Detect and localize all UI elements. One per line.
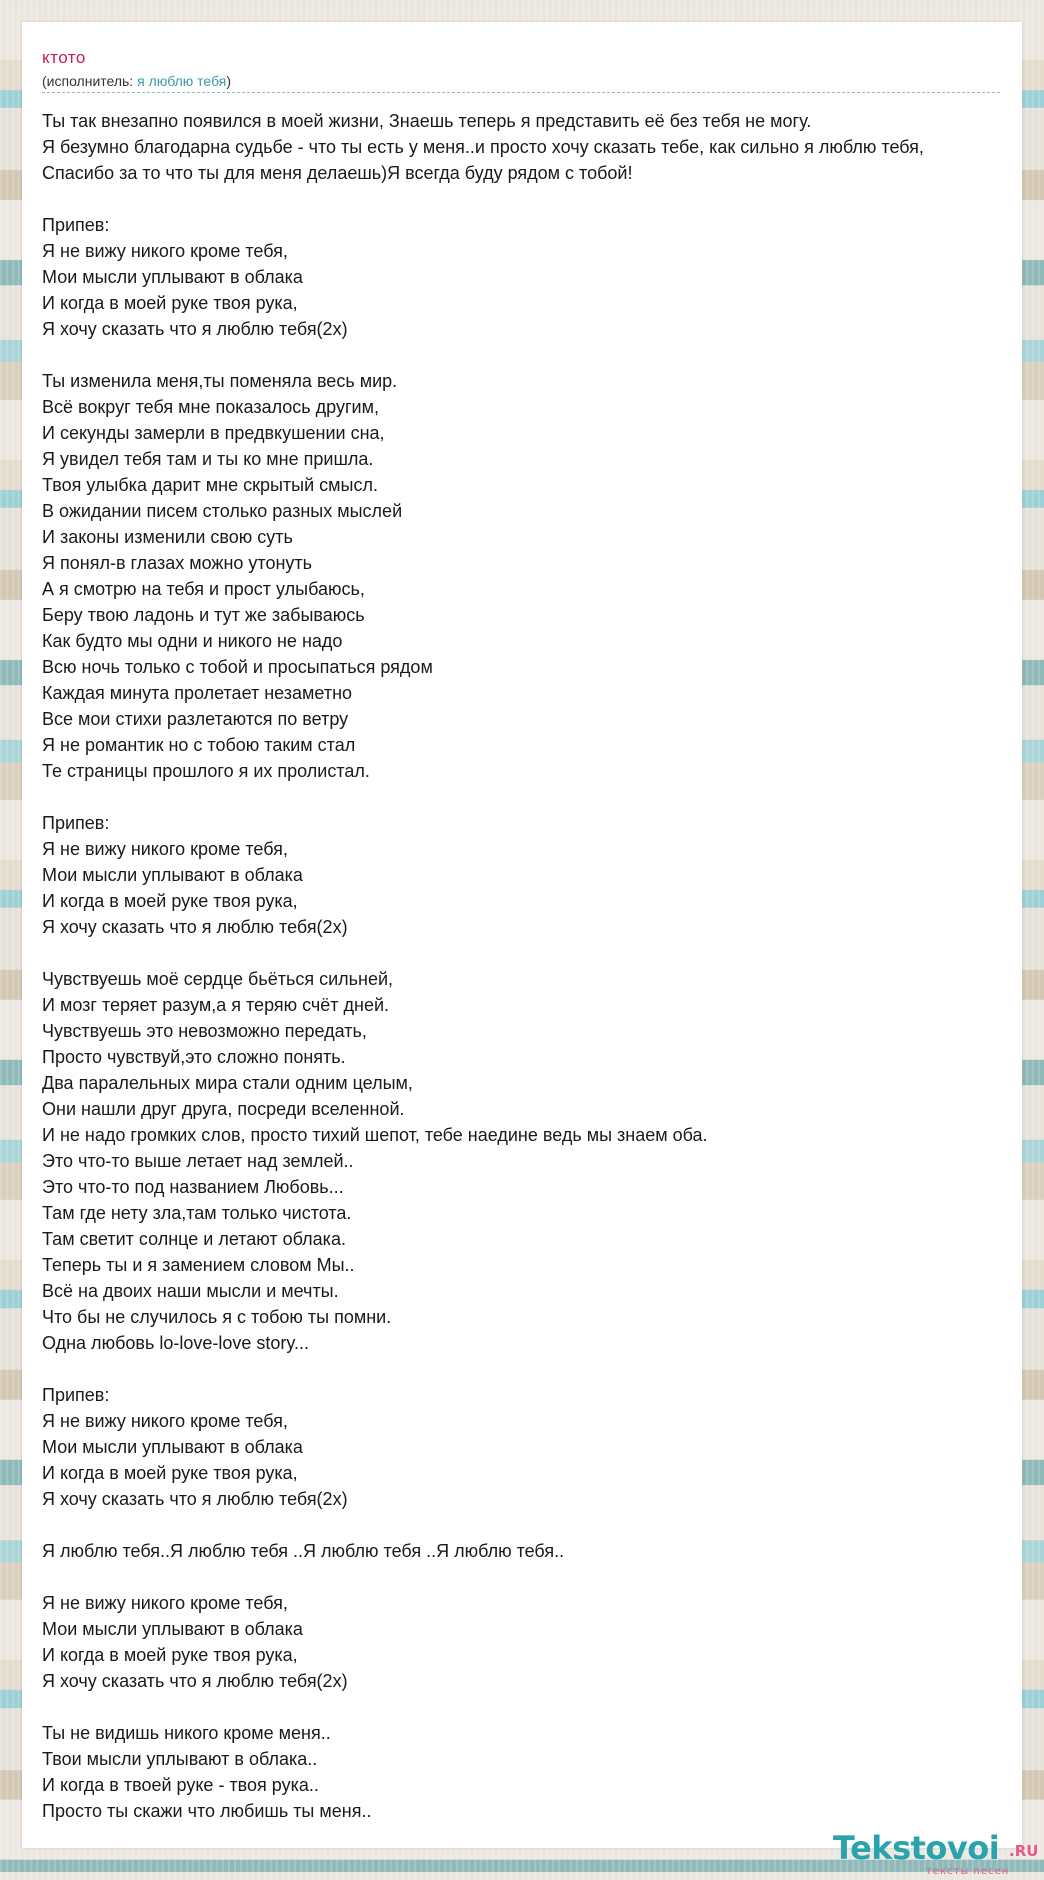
lyrics-line: Я безумно благодарна судьбе - что ты есть у меня..и просто хочу сказать тебе, как сильно я люблю тебя,: [42, 137, 924, 157]
lyrics-line: Они нашли друг друга, посреди вселенной.: [42, 1099, 405, 1119]
lyrics-line: Твои мысли уплывают в облака..: [42, 1749, 318, 1769]
lyrics-line: Припев:: [42, 813, 110, 833]
lyrics-line: И секунды замерли в предвкушении сна,: [42, 423, 385, 443]
lyrics-line: Теперь ты и я замением словом Мы..: [42, 1255, 355, 1275]
lyrics-line: И не надо громких слов, просто тихий шепот, тебе наедине ведь мы знаем оба.: [42, 1125, 708, 1145]
lyrics-line: Там где нету зла,там только чистота.: [42, 1203, 352, 1223]
lyrics-line: Мои мысли уплывают в облака: [42, 1437, 303, 1457]
lyrics-line: Я не романтик но с тобою таким стал: [42, 735, 356, 755]
lyrics-line: Я люблю тебя..Я люблю тебя ..Я люблю тебя ..Я люблю тебя..: [42, 1541, 565, 1561]
lyrics-blank-line: [42, 186, 1044, 212]
lyrics-line: Это что-то выше летает над землей..: [42, 1151, 354, 1171]
lyrics-line: Спасибо за то что ты для меня делаешь)Я всегда буду рядом с тобой!: [42, 163, 633, 183]
lyrics-line: Я хочу сказать что я люблю тебя(2х): [42, 917, 348, 937]
performer-prefix: (исполнитель:: [42, 73, 138, 89]
lyrics-line: Я не вижу никого кроме тебя,: [42, 1593, 288, 1613]
performer-suffix: ): [226, 73, 232, 89]
lyrics-blank-line: [42, 784, 1044, 810]
lyrics-line: Все мои стихи разлетаются по ветру: [42, 709, 349, 729]
lyrics-line: Я не вижу никого кроме тебя,: [42, 1411, 288, 1431]
song-title: ктото: [42, 48, 86, 67]
lyrics-line: Там светит солнце и летают облака.: [42, 1229, 346, 1249]
lyrics-blank-line: [42, 1694, 1044, 1720]
lyrics-line: Это что-то под названием Любовь...: [42, 1177, 344, 1197]
lyrics-line: Я не вижу никого кроме тебя,: [42, 839, 288, 859]
lyrics-line: Чувствуешь это невозможно передать,: [42, 1021, 367, 1041]
lyrics-blank-line: [42, 1564, 1044, 1590]
lyrics-line: И когда в моей руке твоя рука,: [42, 891, 298, 911]
lyrics-line: Мои мысли уплывают в облака: [42, 865, 303, 885]
lyrics-blank-line: [42, 342, 1044, 368]
lyrics-line: Я не вижу никого кроме тебя,: [42, 241, 288, 261]
lyrics-line: Чувствуешь моё сердце бьёться сильней,: [42, 969, 394, 989]
lyrics-line: Я хочу сказать что я люблю тебя(2х): [42, 319, 348, 339]
lyrics-line: Мои мысли уплывают в облака: [42, 1619, 303, 1639]
lyrics-line: А я смотрю на тебя и прост улыбаюсь,: [42, 579, 365, 599]
lyrics-line: Всю ночь только с тобой и просыпаться рядом: [42, 657, 433, 677]
performer-link[interactable]: я люблю тебя: [137, 73, 227, 89]
lyrics-line: Твоя улыбка дарит мне скрытый смысл.: [42, 475, 378, 495]
lyrics-blank-line: [42, 1356, 1044, 1382]
lyrics-line: Те страницы прошлого я их пролистал.: [42, 761, 370, 781]
lyrics-line: В ожидании писем столько разных мыслей: [42, 501, 403, 521]
lyrics-line: Ты так внезапно появился в моей жизни, Знаешь теперь я представить её без тебя не могу.: [42, 111, 812, 131]
lyrics-line: Просто ты скажи что любишь ты меня..: [42, 1801, 372, 1821]
lyrics-line: Я понял-в глазах можно утонуть: [42, 553, 313, 573]
lyrics-line: Припев:: [42, 1385, 110, 1405]
lyrics-line: Как будто мы одни и никого не надо: [42, 631, 343, 651]
lyrics-line: Что бы не случилось я с тобою ты помни.: [42, 1307, 392, 1327]
lyrics-line: Каждая минута пролетает незаметно: [42, 683, 353, 703]
lyrics-page: [22, 22, 1039, 1877]
logo-tld: .RU: [1009, 1842, 1039, 1860]
song-header: [42, 48, 1002, 93]
lyrics-line: Просто чувствуй,это сложно понять.: [42, 1047, 346, 1067]
performer-line: [42, 72, 1000, 93]
lyrics-line: Мои мысли уплывают в облака: [42, 267, 303, 287]
lyrics-line: И когда в моей руке твоя рука,: [42, 293, 298, 313]
site-logo[interactable]: [833, 1830, 1043, 1880]
logo-name: Tekstovoi: [833, 1829, 1000, 1867]
lyrics-line: Два паралельных мира стали одним целым,: [42, 1073, 413, 1093]
lyrics-blank-line: [42, 1512, 1044, 1538]
lyrics-blank-line: [42, 940, 1044, 966]
lyrics-line: И когда в моей руке твоя рука,: [42, 1463, 298, 1483]
lyrics-line: И законы изменили свою суть: [42, 527, 293, 547]
lyrics-line: Я хочу сказать что я люблю тебя(2х): [42, 1489, 348, 1509]
lyrics-line: Всё вокруг тебя мне показалось другим,: [42, 397, 379, 417]
lyrics-line: И мозг теряет разум,а я теряю счёт дней.: [42, 995, 390, 1015]
lyrics-line: Беру твою ладонь и тут же забываюсь: [42, 605, 365, 625]
lyrics-text: [42, 108, 1044, 1824]
lyrics-line: Я увидел тебя там и ты ко мне пришла.: [42, 449, 374, 469]
lyrics-line: Одна любовь lo-love-love story...: [42, 1333, 310, 1353]
lyrics-line: И когда в моей руке твоя рука,: [42, 1645, 298, 1665]
logo-tagline: тексты песен: [926, 1866, 1010, 1877]
lyrics-line: Припев:: [42, 215, 110, 235]
lyrics-line: Всё на двоих наши мысли и мечты.: [42, 1281, 339, 1301]
lyrics-line: Я хочу сказать что я люблю тебя(2х): [42, 1671, 348, 1691]
lyrics-line: Ты изменила меня,ты поменяла весь мир.: [42, 371, 398, 391]
lyrics-line: И когда в твоей руке - твоя рука..: [42, 1775, 319, 1795]
lyrics-line: Ты не видишь никого кроме меня..: [42, 1723, 331, 1743]
